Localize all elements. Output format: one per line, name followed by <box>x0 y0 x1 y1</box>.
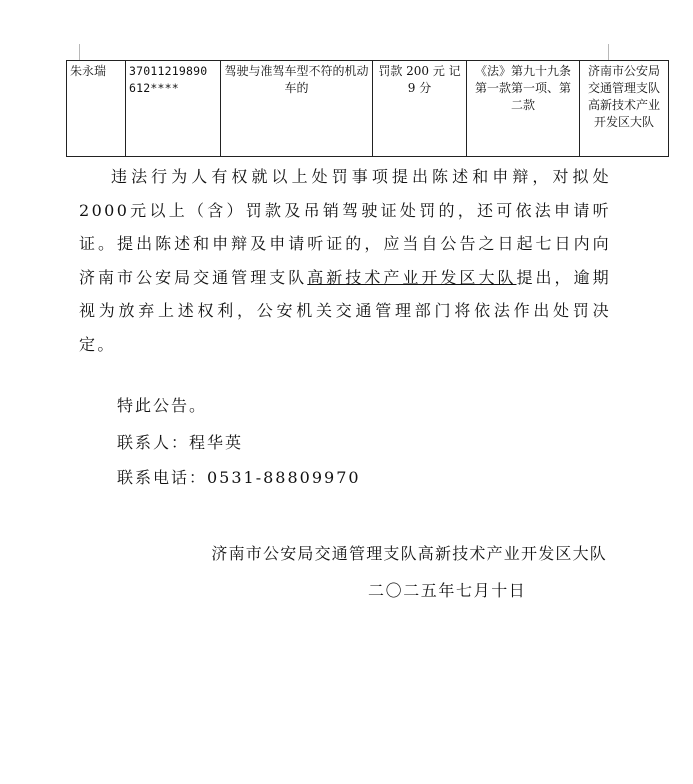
paragraph-part1: 违法行为人有权就以上处罚事项提出陈述和申辩，对拟处2000元以上（含）罚款及吊销驾驶证处罚的，还可依法申请听证。提出陈述和申辩及申请听证的，应当自公告之日起七日内向济南市公安局交通管理支队 <box>79 167 611 287</box>
cell-authority <box>580 61 669 157</box>
table-row <box>67 61 669 157</box>
id-number-line1: 37011219890 <box>129 64 208 78</box>
authority-text: 济南市公安局交通管理支队高新技术产业开发区大队 <box>587 64 660 129</box>
paragraph-underlined-org: 高新技术产业开发区大队 <box>307 267 517 287</box>
offender-name: 朱永瑞 <box>70 64 107 78</box>
rights-paragraph <box>79 160 611 361</box>
penalty-text: 罚款 200 元 记 9 分 <box>378 64 461 95</box>
violation-text: 驾驶与准驾车型不符的机动车的 <box>224 64 369 95</box>
paragraph-part2: 提出，逾期视为放弃上述权利，公安机关交通管理部门将依法作出处罚决定。 <box>79 267 611 354</box>
cell-penalty <box>373 61 467 157</box>
crop-mark-left <box>79 44 80 60</box>
id-number-line2: 612**** <box>129 81 179 95</box>
notice-closing: 特此公告。 <box>117 396 208 415</box>
signature-date: 二〇二五年七月十日 <box>368 581 527 600</box>
contact-phone: 联系电话：0531-88809970 <box>117 468 361 487</box>
contact-person: 联系人：程华英 <box>117 433 244 452</box>
cell-violation <box>221 61 373 157</box>
notice-paragraph <box>79 160 611 361</box>
signature-org: 济南市公安局交通管理支队高新技术产业开发区大队 <box>211 544 607 563</box>
penalty-table <box>66 60 669 157</box>
cell-id <box>126 61 221 157</box>
crop-mark-right <box>608 44 609 60</box>
cell-law <box>467 61 580 157</box>
cell-name <box>67 61 126 157</box>
law-text: 《法》第九十九条第一款第一项、第二款 <box>474 64 571 112</box>
